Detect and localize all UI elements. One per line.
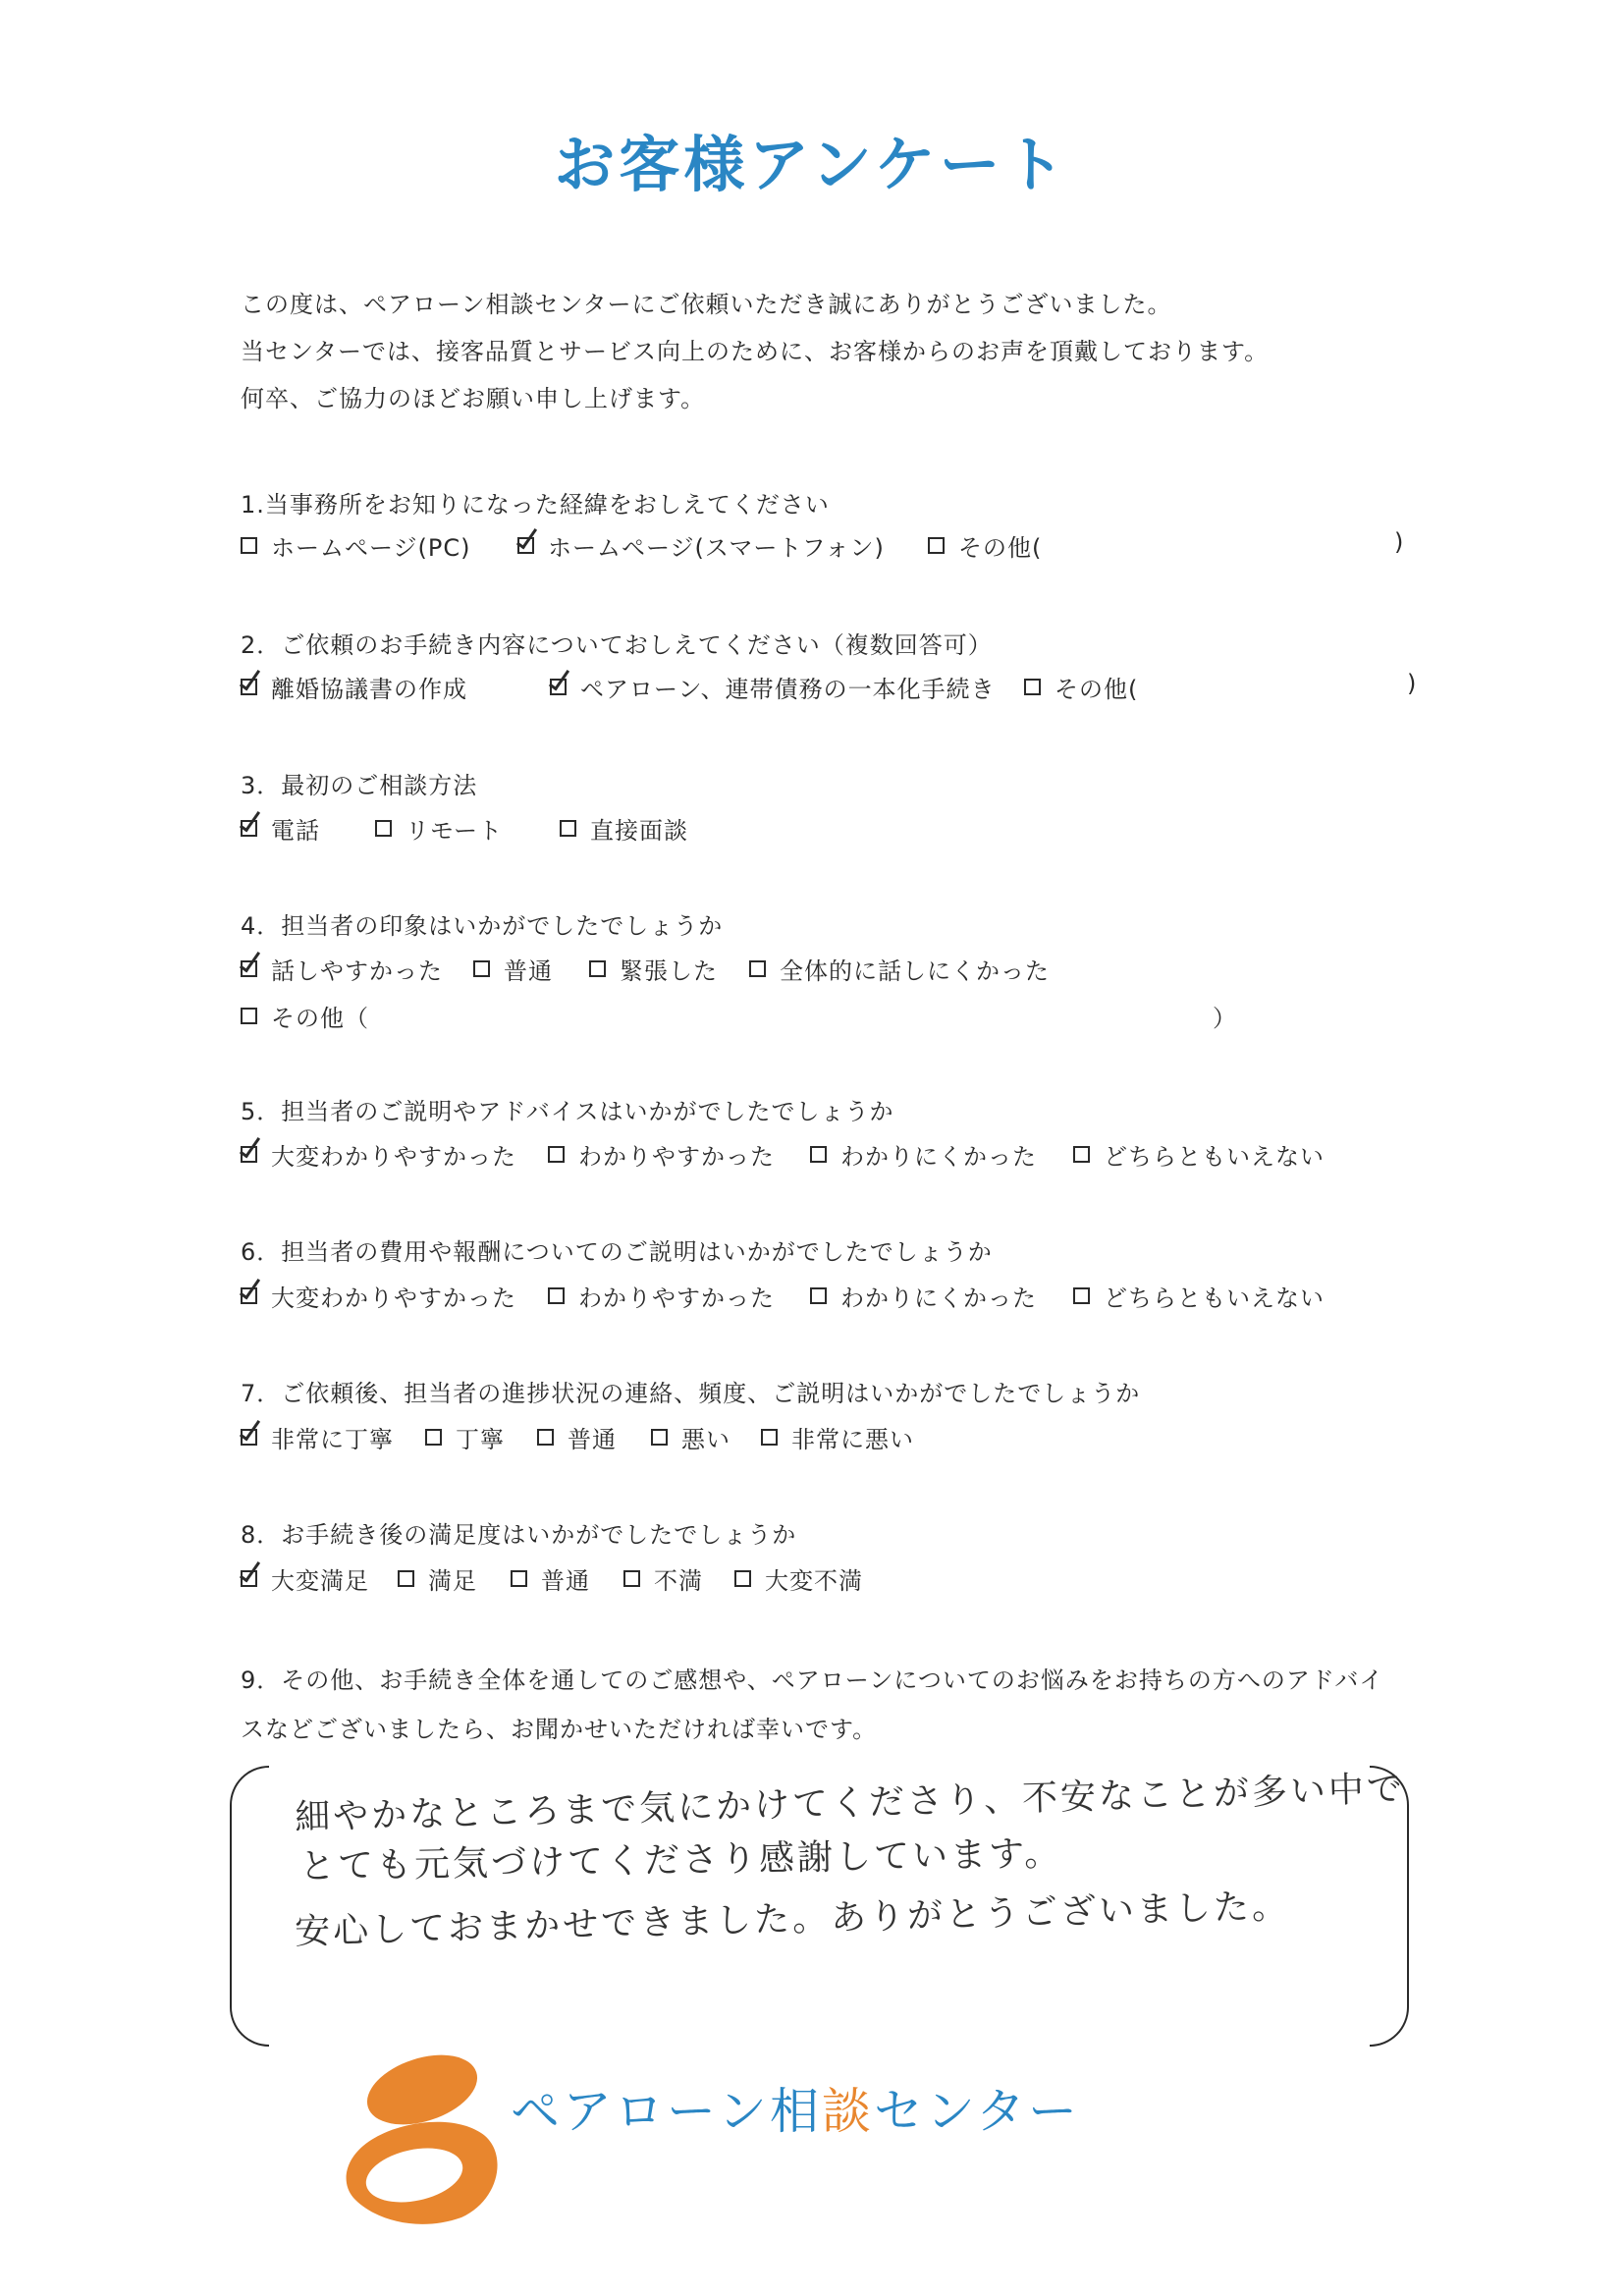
- checkbox-unchecked[interactable]: [537, 1429, 554, 1446]
- checkbox-unchecked[interactable]: [241, 1008, 257, 1024]
- checkbox-unchecked[interactable]: [651, 1429, 668, 1446]
- option-label: どちらともいえない: [1104, 1143, 1325, 1171]
- option-label: 大変満足: [271, 1567, 369, 1595]
- option-label: 緊張した: [620, 957, 718, 985]
- question-4: 4．担当者の印象はいかがでしたでしょうか: [241, 912, 724, 940]
- intro-line-3: 何卒、ご協力のほどお願い申し上げます。: [241, 385, 706, 412]
- closing-paren: ): [1407, 670, 1418, 697]
- option-clear[interactable]: [548, 1279, 775, 1313]
- option-label: 普通: [541, 1567, 590, 1595]
- check-mark-icon: [240, 1276, 260, 1300]
- option-divorce-agreement[interactable]: [241, 670, 467, 704]
- option-label: わかりにくかった: [840, 1285, 1037, 1312]
- option-satisfied[interactable]: [398, 1561, 477, 1596]
- intro-line-1: この度は、ペアローン相談センターにご依頼いただき誠にありがとうございました。: [241, 291, 1172, 318]
- option-dissatisfied[interactable]: [623, 1561, 703, 1596]
- option-homepage-pc[interactable]: [241, 528, 470, 563]
- option-nervous[interactable]: [589, 952, 718, 986]
- check-mark-icon: [549, 667, 569, 691]
- option-easy-to-talk[interactable]: [241, 952, 443, 986]
- checkbox-unchecked[interactable]: [548, 1287, 565, 1304]
- option-unclear[interactable]: [810, 1137, 1037, 1172]
- checkbox-unchecked[interactable]: [761, 1429, 778, 1446]
- option-neither[interactable]: [1073, 1279, 1325, 1313]
- question-9: [241, 1656, 1383, 1754]
- check-mark-icon: [240, 949, 260, 973]
- brand-name-part-2: センター: [874, 2083, 1080, 2140]
- checkbox-unchecked[interactable]: [734, 1570, 751, 1587]
- option-label: 満足: [428, 1567, 477, 1595]
- checkbox-unchecked[interactable]: [1024, 679, 1041, 695]
- option-label: 普通: [568, 1426, 617, 1453]
- checkbox-checked[interactable]: [550, 679, 567, 695]
- closing-paren: ): [1394, 528, 1405, 556]
- option-label: わかりにくかった: [840, 1143, 1037, 1171]
- checkbox-unchecked[interactable]: [241, 537, 257, 554]
- checkbox-checked[interactable]: [241, 1429, 257, 1446]
- check-mark-icon: [240, 1134, 260, 1159]
- question-7: 7．ご依頼後、担当者の進捗状況の連絡、頻度、ご説明はいかがでしたでしょうか: [241, 1380, 1141, 1407]
- option-homepage-smartphone[interactable]: [517, 528, 885, 563]
- option-normal[interactable]: [511, 1561, 590, 1596]
- option-label: 大変不満: [765, 1567, 863, 1595]
- question-3: 3．最初のご相談方法: [241, 772, 478, 799]
- option-label: その他（: [271, 1005, 369, 1032]
- checkbox-unchecked[interactable]: [511, 1570, 527, 1587]
- brand-name-accent: 談: [822, 2083, 874, 2140]
- checkbox-checked[interactable]: [241, 960, 257, 977]
- checkbox-unchecked[interactable]: [810, 1146, 827, 1163]
- option-label: ホームページ(PC): [271, 534, 471, 562]
- brand-name-part-1: ペアローン相: [511, 2083, 822, 2140]
- option-other[interactable]: [1024, 670, 1138, 704]
- check-mark-icon: [240, 667, 260, 691]
- option-very-polite[interactable]: [241, 1420, 394, 1454]
- option-in-person[interactable]: [560, 811, 688, 846]
- handwritten-answer-line-3[interactable]: 安心しておまかせできました。ありがとうございました。: [294, 1886, 1291, 1953]
- checkbox-unchecked[interactable]: [560, 820, 576, 837]
- checkbox-unchecked[interactable]: [749, 960, 766, 977]
- option-normal[interactable]: [473, 952, 553, 986]
- option-very-clear[interactable]: [241, 1137, 516, 1172]
- check-mark-icon: [240, 1417, 260, 1442]
- option-label: 非常に悪い: [791, 1426, 914, 1453]
- check-mark-icon: [240, 808, 260, 833]
- option-polite[interactable]: [425, 1420, 505, 1454]
- option-other[interactable]: [241, 999, 369, 1033]
- option-label: 電話: [271, 817, 320, 845]
- option-label: 大変わかりやすかった: [271, 1285, 516, 1312]
- question-9-line-2: スなどございましたら、お聞かせいただければ幸いです。: [241, 1716, 878, 1743]
- option-label: 不満: [654, 1567, 703, 1595]
- question-8: 8．お手続き後の満足度はいかがでしたでしょうか: [241, 1521, 797, 1549]
- checkbox-checked[interactable]: [517, 537, 534, 554]
- checkbox-unchecked[interactable]: [623, 1570, 640, 1587]
- checkbox-checked[interactable]: [241, 679, 257, 695]
- question-2: 2．ご依頼のお手続き内容についておしえてください（複数回答可）: [241, 631, 993, 659]
- option-label: どちらともいえない: [1104, 1285, 1325, 1312]
- page-title: お客様アンケート: [554, 129, 1069, 200]
- option-very-satisfied[interactable]: [241, 1561, 369, 1596]
- question-5: 5．担当者のご説明やアドバイスはいかがでしたでしょうか: [241, 1098, 894, 1125]
- option-label: わかりやすかった: [578, 1285, 775, 1312]
- option-very-clear[interactable]: [241, 1279, 516, 1313]
- option-label: その他(: [1055, 676, 1139, 703]
- option-label: わかりやすかった: [578, 1143, 775, 1171]
- company-logo: [324, 2052, 520, 2229]
- option-other[interactable]: [928, 528, 1042, 563]
- option-label: 離婚協議書の作成: [271, 676, 467, 703]
- option-label: リモート: [406, 817, 504, 845]
- logo-mark-icon: [324, 2052, 520, 2229]
- closing-paren: ）: [1213, 1005, 1237, 1032]
- option-label: 丁寧: [456, 1426, 505, 1453]
- option-hard-to-talk[interactable]: [749, 952, 1050, 986]
- checkbox-unchecked[interactable]: [473, 960, 490, 977]
- option-label: ペアローン、連帯債務の一本化手続き: [580, 676, 996, 703]
- option-bad[interactable]: [651, 1420, 730, 1454]
- option-label: 全体的に話しにくかった: [780, 957, 1050, 985]
- checkbox-unchecked[interactable]: [375, 820, 392, 837]
- intro-line-2: 当センターでは、接客品質とサービス向上のために、お客様からのお声を頂戴しております。: [241, 338, 1270, 365]
- intro-text: [241, 281, 1269, 422]
- checkbox-unchecked[interactable]: [1073, 1146, 1090, 1163]
- option-remote[interactable]: [375, 811, 503, 846]
- checkbox-unchecked[interactable]: [589, 960, 606, 977]
- option-clear[interactable]: [548, 1137, 775, 1172]
- option-normal[interactable]: [537, 1420, 617, 1454]
- option-label: その他(: [958, 534, 1043, 562]
- checkbox-unchecked[interactable]: [810, 1287, 827, 1304]
- option-very-bad[interactable]: [761, 1420, 914, 1454]
- option-label: ホームページ(スマートフォン): [548, 534, 885, 562]
- option-phone[interactable]: [241, 811, 320, 846]
- checkbox-unchecked[interactable]: [425, 1429, 442, 1446]
- option-label: 大変わかりやすかった: [271, 1143, 516, 1171]
- check-mark-icon: [240, 1558, 260, 1583]
- question-1: 1.当事務所をお知りになった経緯をおしえてください: [241, 491, 830, 519]
- option-label: 直接面談: [590, 817, 688, 845]
- handwritten-answer-line-1[interactable]: 細やかなところまで気にかけてくださり、不安なことが多い中で: [294, 1769, 1406, 1838]
- checkbox-checked[interactable]: [241, 820, 257, 837]
- option-label: 普通: [504, 957, 553, 985]
- question-6: 6．担当者の費用や報酬についてのご説明はいかがでしたでしょうか: [241, 1238, 993, 1266]
- checkbox-checked[interactable]: [241, 1570, 257, 1587]
- option-unclear[interactable]: [810, 1279, 1037, 1313]
- brand-name: [511, 2072, 1080, 2143]
- handwritten-answer-line-2[interactable]: とても元気づけてくださり感謝しています。: [298, 1833, 1063, 1887]
- checkbox-unchecked[interactable]: [928, 537, 945, 554]
- checkbox-unchecked[interactable]: [1073, 1287, 1090, 1304]
- option-pair-loan-unification[interactable]: [550, 670, 996, 704]
- checkbox-checked[interactable]: [241, 1287, 257, 1304]
- option-neither[interactable]: [1073, 1137, 1325, 1172]
- check-mark-icon: [516, 525, 537, 550]
- checkbox-unchecked[interactable]: [398, 1570, 414, 1587]
- question-9-line-1: 9．その他、お手続き全体を通してのご感想や、ペアローンについてのお悩みをお持ちの方へのアドバイ: [241, 1667, 1384, 1694]
- answer-box-left-bracket: [230, 1766, 269, 2047]
- checkbox-checked[interactable]: [241, 1146, 257, 1163]
- option-very-dissatisfied[interactable]: [734, 1561, 863, 1596]
- option-label: 話しやすかった: [271, 957, 443, 985]
- option-label: 非常に丁寧: [271, 1426, 394, 1453]
- option-label: 悪い: [681, 1426, 730, 1453]
- checkbox-unchecked[interactable]: [548, 1146, 565, 1163]
